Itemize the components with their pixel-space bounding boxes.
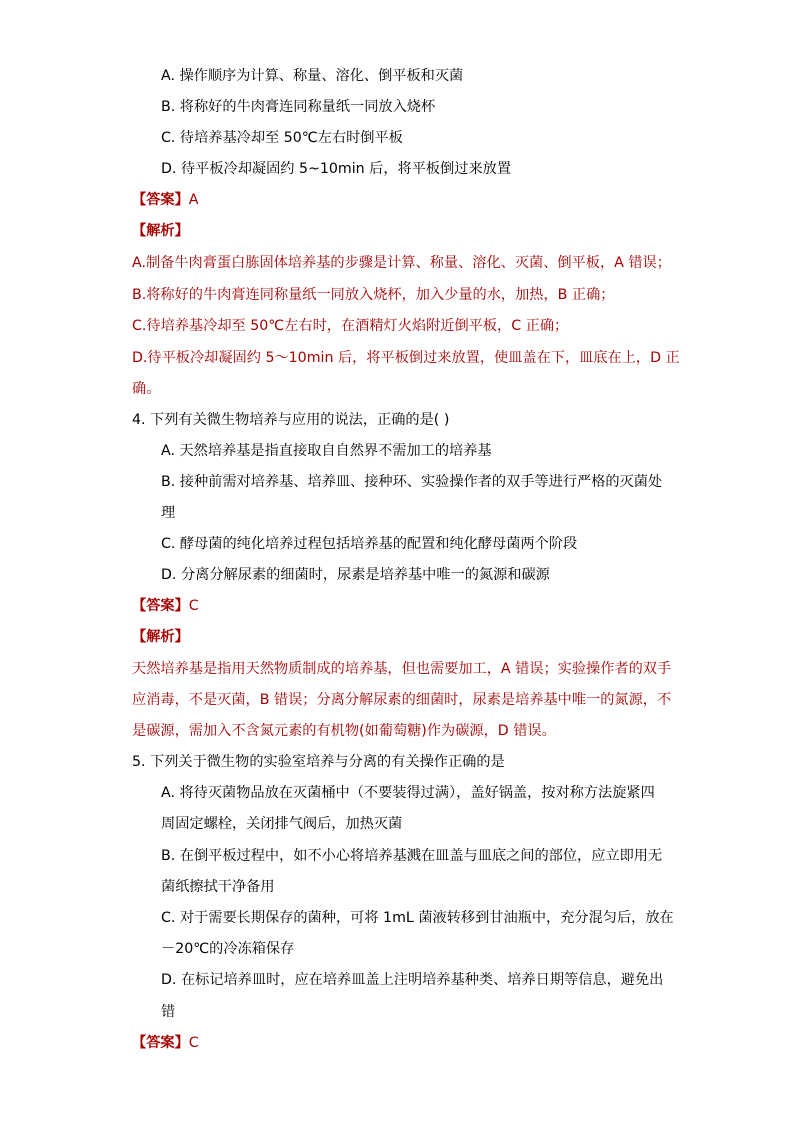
q3-analysis-line: C.待培养基冷却至 50℃左右时，在酒精灯火焰附近倒平板，C 正确； [132, 318, 569, 334]
q3-answer [132, 191, 198, 209]
q4-analysis-tag: 【解析】 [132, 629, 189, 645]
q4-option-a: A. 天然培养基是指直接取自自然界不需加工的培养基 [161, 443, 492, 459]
q4-option-c: C. 酵母菌的纯化培养过程包括培养基的配置和纯化酵母菌两个阶段 [161, 536, 578, 552]
answer-tag: 【答案】 [132, 192, 189, 208]
q5-option-a: A. 将待灭菌物品放在灭菌桶中（不要装得过满），盖好锅盖，按对称方法旋紧四 [161, 785, 655, 801]
q5-option-d: D. 在标记培养皿时，应在培养皿盖上注明培养基种类、培养日期等信息，避免出 [161, 972, 664, 988]
q3-option-c: C. 待培养基冷却至 50℃左右时倒平板 [161, 130, 403, 146]
answer-tag: 【答案】 [132, 1035, 189, 1051]
q4-option-d: D. 分离分解尿素的细菌时，尿素是培养基中唯一的氮源和碳源 [161, 567, 550, 583]
q4-analysis-line: 应消毒，不是灭菌，B 错误；分离分解尿素的细菌时，尿素是培养基中唯一的氮源，不 [132, 692, 672, 708]
q5-answer [132, 1034, 199, 1052]
q3-option-d: D. 待平板冷却凝固约 5~10min 后，将平板倒过来放置 [161, 161, 512, 177]
q4-answer [132, 597, 199, 615]
answer-tag: 【答案】 [132, 598, 189, 614]
q4-stem: 4. 下列有关微生物培养与应用的说法，正确的是( ) [132, 412, 450, 428]
q3-analysis-line: 确。 [132, 381, 161, 397]
q3-analysis-line: A.制备牛肉膏蛋白胨固体培养基的步骤是计算、称量、溶化、灭菌、倒平板，A 错误； [132, 255, 671, 271]
q3-analysis-line: D.待平板冷却凝固约 5～10min 后，将平板倒过来放置，使皿盖在下，皿底在上，D 正 [132, 350, 680, 366]
q5-option-b: B. 在倒平板过程中，如不小心将培养基溅在皿盖与皿底之间的部位，应立即用无 [161, 848, 663, 864]
q5-stem: 5. 下列关于微生物的实验室培养与分离的有关操作正确的是 [132, 754, 505, 770]
answer-value: A [188, 192, 199, 208]
q5-option-a-cont: 周固定螺栓，关闭排气阀后，加热灭菌 [161, 816, 403, 832]
q5-option-b-cont: 菌纸擦拭干净备用 [161, 879, 275, 895]
q5-option-d-cont: 错 [161, 1004, 176, 1020]
q3-option-a: A. 操作顺序为计算、称量、溶化、倒平板和灭菌 [161, 68, 464, 84]
q4-option-b: B. 接种前需对培养基、培养皿、接种环、实验操作者的双手等进行严格的灭菌处 [161, 474, 663, 490]
answer-value: C [188, 1035, 199, 1051]
q3-analysis-tag: 【解析】 [132, 223, 189, 239]
q5-option-c: C. 对于需要长期保存的菌种，可将 1mL 菌液转移到甘油瓶中，充分混匀后，放在 [161, 910, 674, 926]
answer-value: C [188, 598, 199, 614]
q4-analysis-line: 天然培养基是指用天然物质制成的培养基，但也需要加工，A 错误；实验操作者的双手 [132, 661, 672, 677]
q4-analysis-line: 是碳源，需加入不含氮元素的有机物(如葡萄糖)作为碳源，D 错误。 [132, 723, 556, 739]
q4-option-b-cont: 理 [161, 505, 176, 521]
q3-option-b: B. 将称好的牛肉膏连同称量纸一同放入烧杯 [161, 99, 436, 115]
q3-analysis-line: B.将称好的牛肉膏连同称量纸一同放入烧杯，加入少量的水，加热，B 正确； [132, 287, 615, 303]
q5-option-c-cont: －20℃的冷冻箱保存 [161, 941, 295, 957]
